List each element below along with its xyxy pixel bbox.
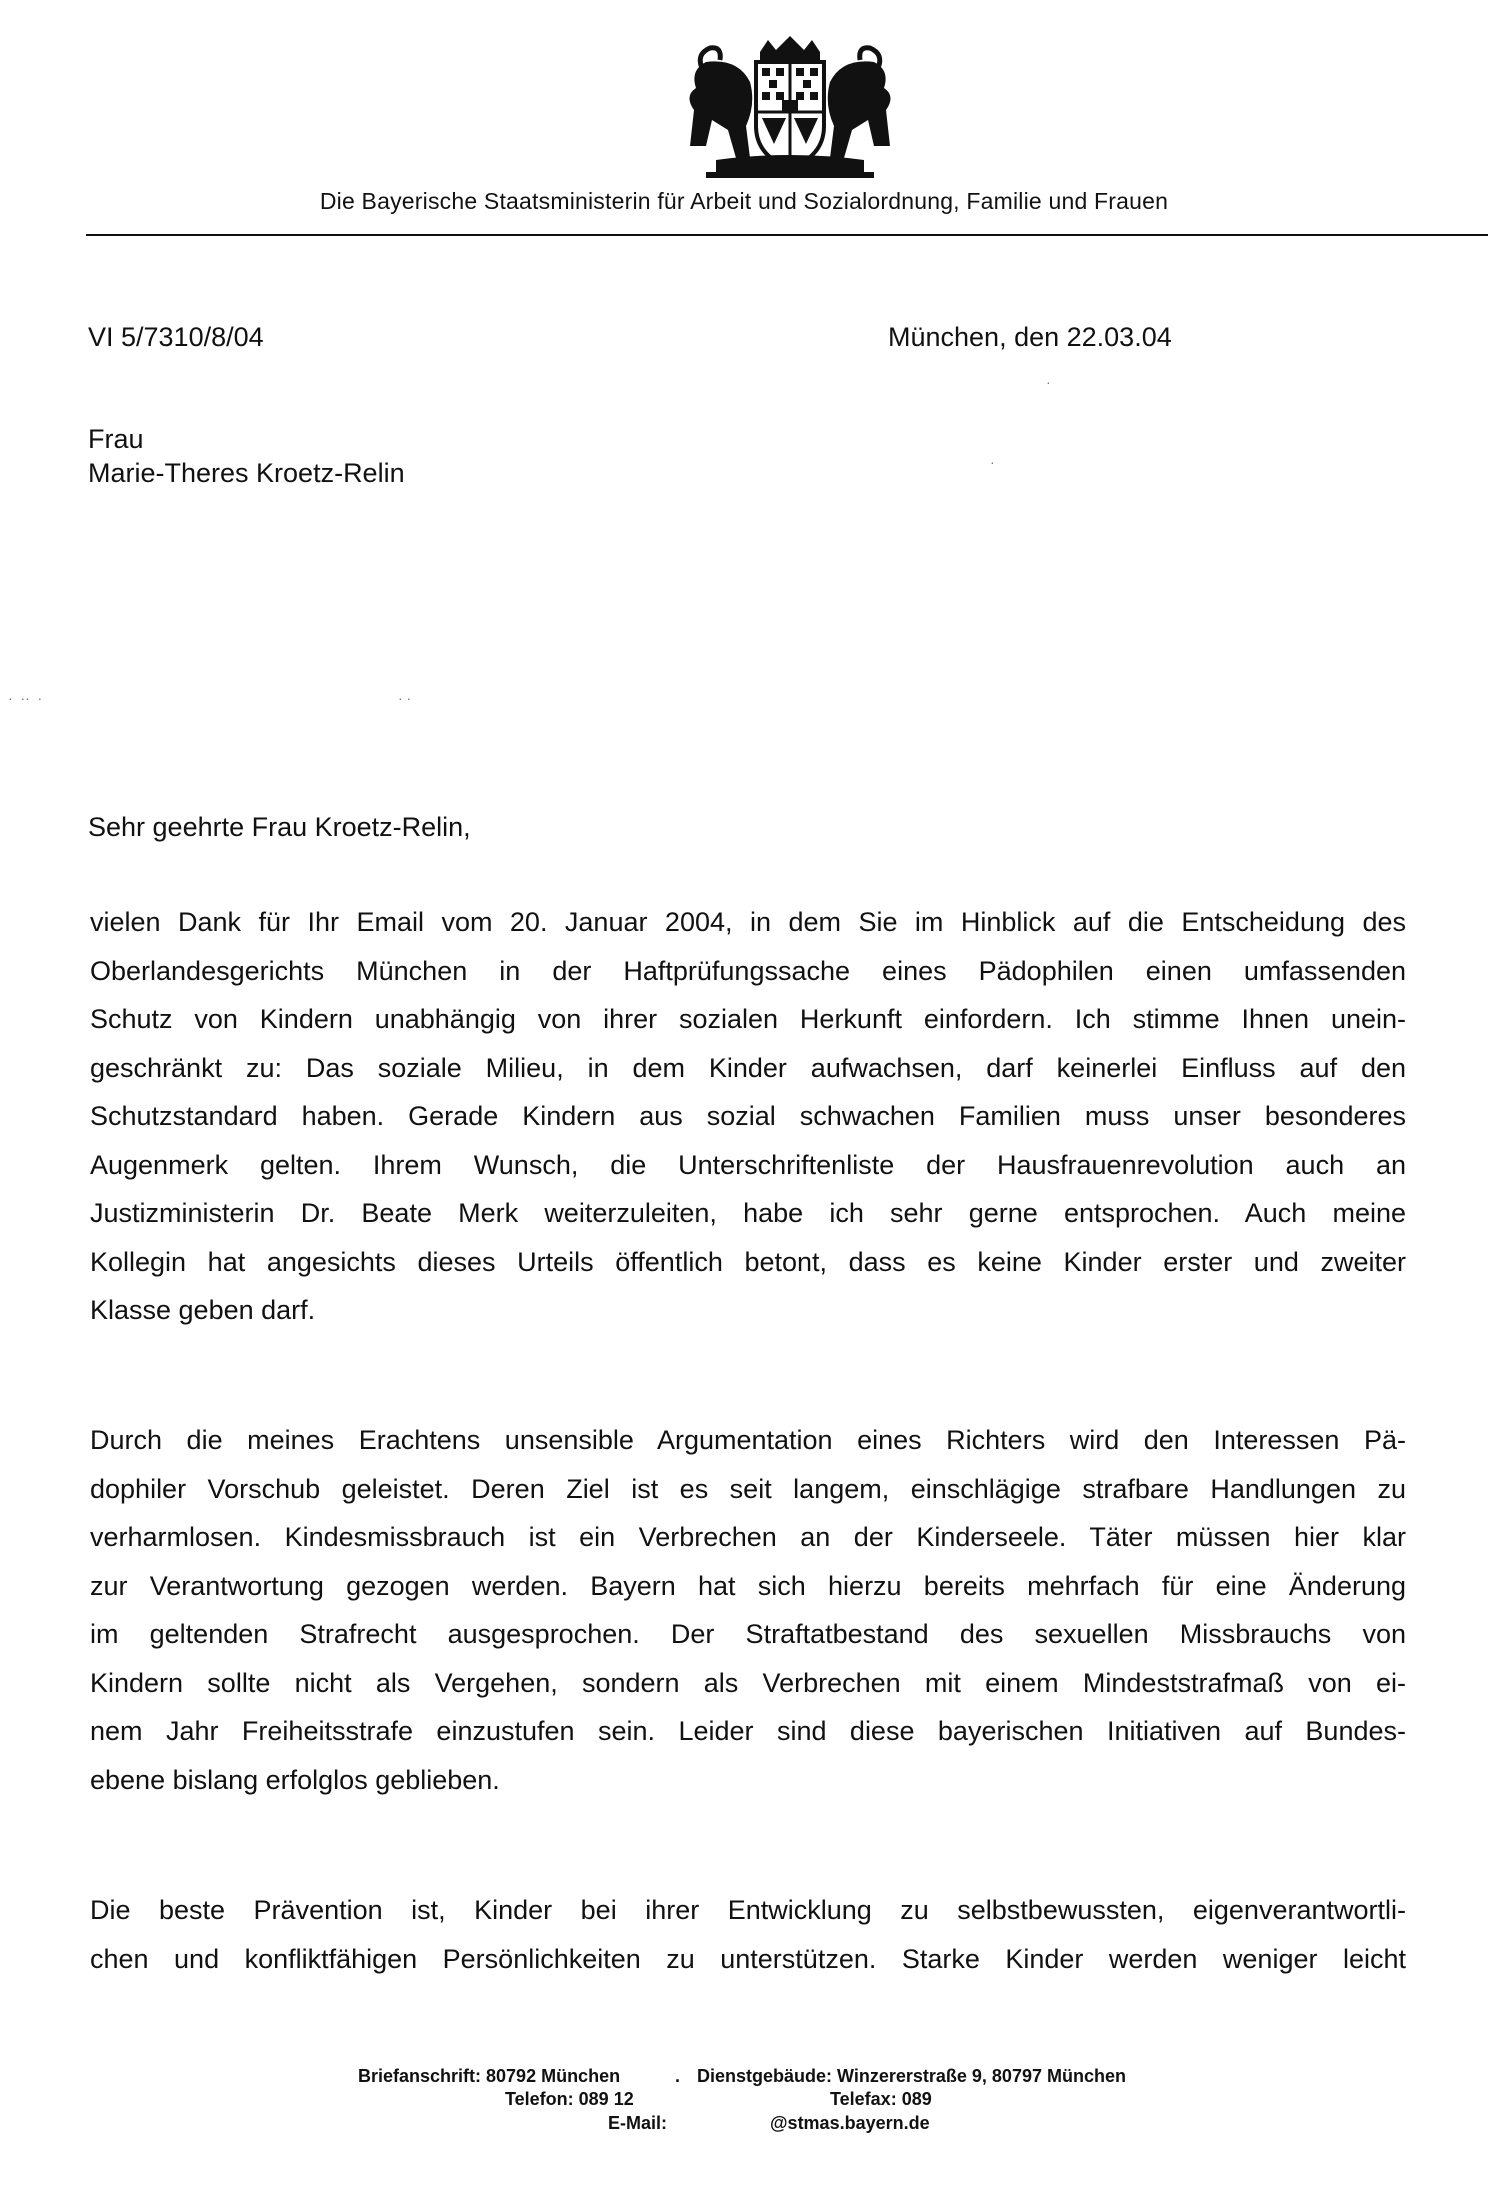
recipient-title: Frau	[88, 424, 144, 454]
paragraph-line: Kindern sollte nicht als Vergehen, sondern als Verbrechen mit einem Mindeststrafmaß von ei-	[90, 1667, 1406, 1698]
footer-phone: Telefon: 089 12	[505, 2089, 634, 2109]
paragraph-line: Die beste Prävention ist, Kinder bei ihrer Entwicklung zu selbstbewussten, eigenverantwortli-	[90, 1895, 1406, 1925]
paragraph-line: Klasse geben darf.	[90, 1295, 316, 1325]
recipient-name: Marie-Theres Kroetz-Relin	[88, 458, 405, 488]
paragraph-line: Durch die meines Erachtens unsensible Argumentation eines Richters wird den Interessen Pä-	[90, 1425, 1406, 1455]
scan-specks: ·	[990, 454, 995, 470]
footer-postal-address: Briefanschrift: 80792 München	[358, 2066, 621, 2086]
paragraph-line: im geltenden Strafrecht ausgesprochen. Der Straftatbestand des sexuellen Missbrauchs von	[90, 1619, 1406, 1649]
footer-email-domain: @stmas.bayern.de	[770, 2113, 930, 2133]
paragraph-line: geschränkt zu: Das soziale Milieu, in dem Kinder aufwachsen, darf keinerlei Einfluss auf den	[90, 1052, 1406, 1083]
paragraph-line: Justizministerin Dr. Beate Merk weiterzuleiten, habe ich sehr gerne entsprochen. Auch meine	[90, 1198, 1406, 1228]
coat-of-arms-logo	[676, 34, 904, 180]
ministry-name: Die Bayerische Staatsministerin für Arbeit und Sozialordnung, Familie und Frauen	[319, 188, 1169, 214]
paragraph-line: dophiler Vorschub geleistet. Deren Ziel ist es seit langem, einschlägige strafbare Handlungen zu	[90, 1473, 1406, 1504]
header-divider	[86, 234, 1488, 236]
paragraph-line: Kollegin hat angesichts dieses Urteils öffentlich betont, dass es keine Kinder erster und zweiter	[90, 1246, 1406, 1277]
paragraph-line: chen und konfliktfähigen Persönlichkeiten zu unterstützen. Starke Kinder werden weniger leicht	[90, 1943, 1406, 1974]
reference-number: VI 5/7310/8/04	[88, 322, 264, 352]
paragraph-line: Schutz von Kindern unabhängig von ihrer sozialen Herkunft einfordern. Ich stimme Ihnen unein-	[90, 1004, 1406, 1034]
scan-specks: · ·· ·	[8, 690, 43, 706]
paragraph-line: Schutzstandard haben. Gerade Kindern aus sozial schwachen Familien muss unser besonderes	[90, 1101, 1406, 1131]
salutation: Sehr geehrte Frau Kroetz-Relin,	[88, 812, 471, 842]
paragraph-line: ebene bislang erfolglos geblieben.	[90, 1764, 500, 1795]
paragraph-line: verharmlosen. Kindesmissbrauch ist ein Verbrechen an der Kinderseele. Täter müssen hier klar	[90, 1522, 1406, 1552]
scan-specks: ·	[1046, 374, 1051, 390]
paragraph-line: vielen Dank für Ihr Email vom 20. Januar 2004, in dem Sie im Hinblick auf die Entscheidung des	[90, 907, 1406, 937]
footer-separator: .	[675, 2066, 681, 2086]
scan-specks: · ·	[398, 690, 412, 706]
paragraph-line: Augenmerk gelten. Ihrem Wunsch, die Unterschriftenliste der Hausfrauenrevolution auch an	[90, 1149, 1406, 1180]
paragraph-line: zur Verantwortung gezogen werden. Bayern hat sich hierzu bereits mehrfach für eine Änderung	[90, 1570, 1406, 1601]
footer-fax: Telefax: 089	[830, 2089, 932, 2109]
footer-email-label: E-Mail:	[608, 2113, 668, 2133]
paragraph-line: nem Jahr Freiheitsstrafe einzustufen sein. Leider sind diese bayerischen Initiativen auf Bundes-	[90, 1716, 1406, 1746]
body-paragraph-3	[90, 1886, 1406, 1983]
letter-date: München, den 22.03.04	[888, 322, 1172, 352]
body-paragraph-1	[90, 898, 1406, 1335]
footer-building-address: Dienstgebäude: Winzererstraße 9, 80797 München	[697, 2066, 1126, 2086]
paragraph-line: Oberlandesgerichts München in der Haftprüfungssache eines Pädophilen einen umfassenden	[90, 955, 1406, 986]
body-paragraph-2	[90, 1416, 1406, 1804]
